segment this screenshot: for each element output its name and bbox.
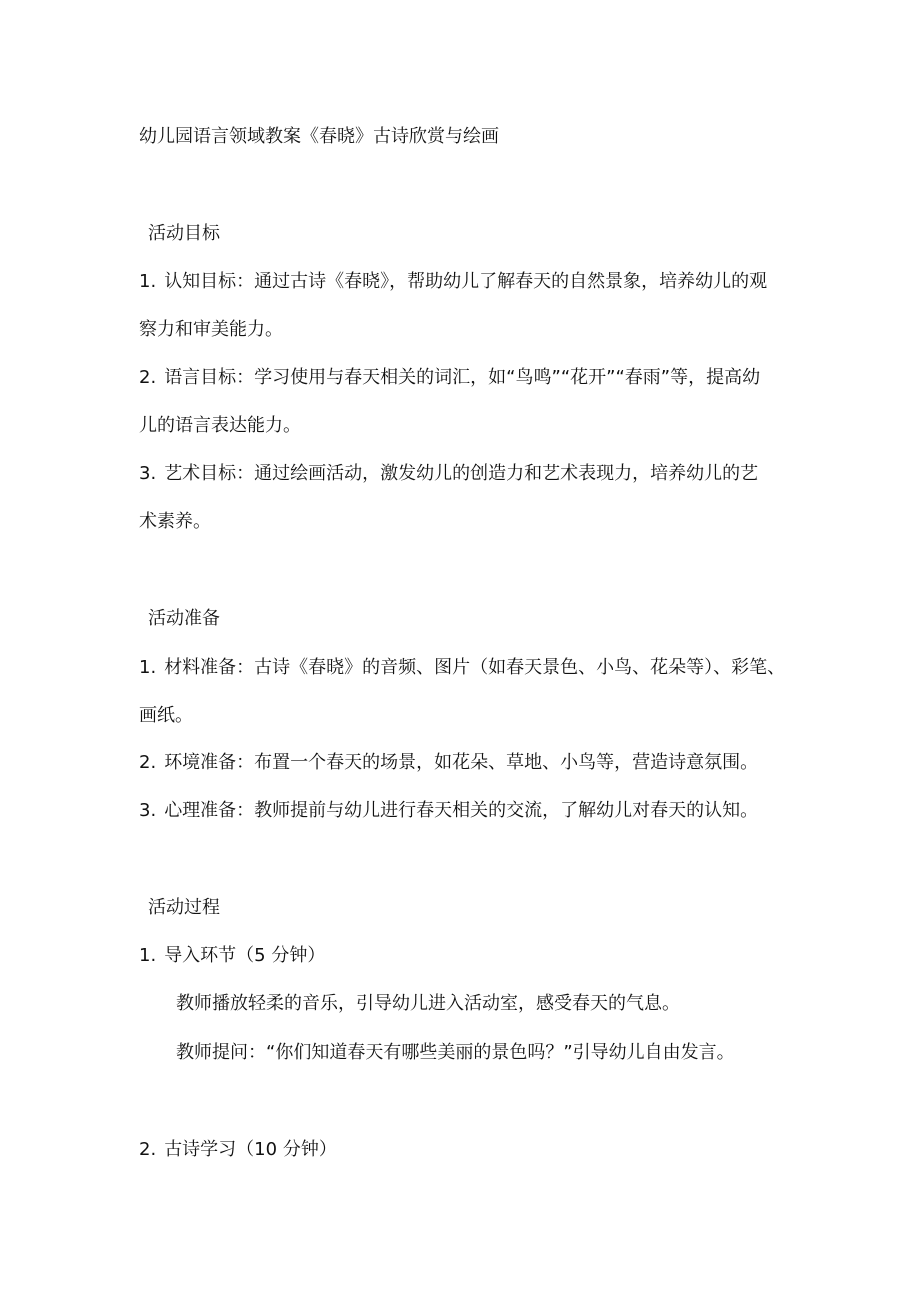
sub-paragraph: 教师播放轻柔的音乐，引导幼儿进入活动室，感受春天的气息。 [176,993,680,1014]
section-heading-preparation: 活动准备 [148,608,220,629]
list-text: 艺术目标：通过绘画活动，激发幼儿的创造力和艺术表现力，培养幼儿的艺 [164,463,759,484]
section-heading-process: 活动过程 [148,897,220,918]
list-number: 1. [139,945,157,966]
list-item [139,462,758,486]
list-text: 导入环节（5 分钟） [164,945,326,966]
document-title: 幼儿园语言领域教案《春晓》古诗欣赏与绘画 [139,126,499,147]
list-text: 材料准备：古诗《春晓》的音频、图片（如春天景色、小鸟、花朵等）、彩笔、 [164,657,786,678]
list-item [139,366,760,390]
list-text: 环境准备：布置一个春天的场景，如花朵、草地、小鸟等，营造诗意氛围。 [164,752,759,773]
list-number: 1. [139,657,157,678]
list-number: 3. [139,463,157,484]
list-text-continuation: 术素养。 [139,511,211,532]
list-text: 语言目标：学习使用与春天相关的词汇，如“鸟鸣”“花开”“春雨”等，提高幼 [164,367,761,388]
list-text-continuation: 察力和审美能力。 [139,319,283,340]
list-number: 3. [139,800,157,821]
list-item [139,1138,337,1162]
section-heading-goals: 活动目标 [148,223,220,244]
list-text: 认知目标：通过古诗《春晓》，帮助幼儿了解春天的自然景象，培养幼儿的观 [164,271,768,292]
list-number: 2. [139,367,157,388]
list-item [139,799,758,823]
list-number: 2. [139,1139,157,1160]
list-number: 2. [139,752,157,773]
list-item [139,751,758,775]
list-number: 1. [139,271,157,292]
list-item [139,656,785,680]
sub-paragraph: 教师提问：“你们知道春天有哪些美丽的景色吗？”引导幼儿自由发言。 [176,1042,735,1063]
list-text: 心理准备：教师提前与幼儿进行春天相关的交流，了解幼儿对春天的认知。 [164,800,759,821]
list-item [139,270,767,294]
list-text-continuation: 画纸。 [139,705,193,726]
list-text: 古诗学习（10 分钟） [164,1139,337,1160]
list-item [139,944,325,968]
list-text-continuation: 儿的语言表达能力。 [139,415,301,436]
